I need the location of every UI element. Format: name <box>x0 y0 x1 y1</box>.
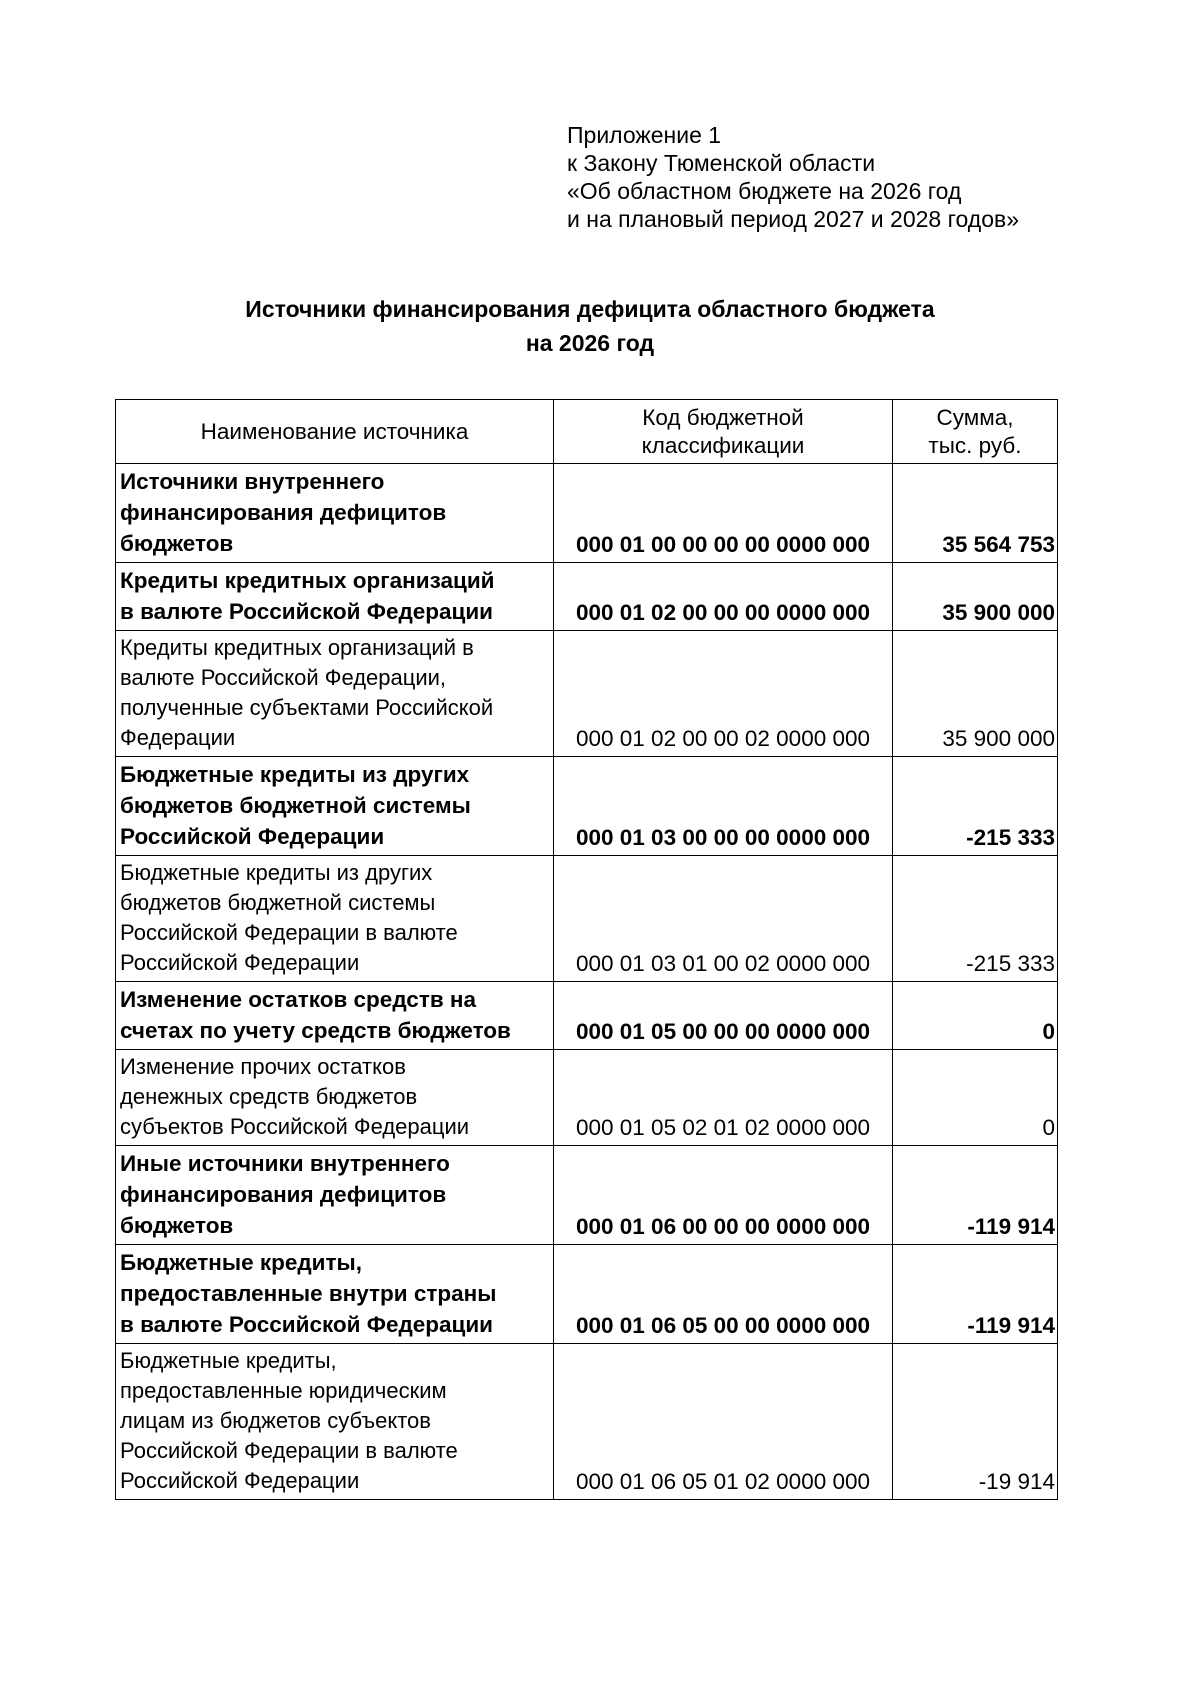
budget-code-cell: 000 01 00 00 00 00 0000 000 <box>554 464 893 563</box>
appendix-line: Приложение 1 <box>567 122 722 148</box>
source-name-line: финансирования дефицитов <box>120 500 447 525</box>
source-name-line: Российской Федерации <box>120 824 385 849</box>
source-name-cell <box>116 631 554 757</box>
source-name-line: Бюджетные кредиты из других <box>120 762 470 787</box>
source-name-line: Кредиты кредитных организаций в <box>120 635 474 660</box>
source-name-line: Изменение прочих остатков <box>120 1054 406 1079</box>
header-code: Код бюджетной классификации <box>554 400 893 464</box>
source-name-line: Источники внутреннего <box>120 469 385 494</box>
amount-cell: 0 <box>893 982 1058 1050</box>
source-name-line: предоставленные юридическим <box>120 1378 447 1403</box>
source-name-line: лицам из бюджетов субъектов <box>120 1408 431 1433</box>
budget-code-cell: 000 01 06 05 00 00 0000 000 <box>554 1245 893 1344</box>
amount-cell: 0 <box>893 1050 1058 1146</box>
source-name-line: бюджетов бюджетной системы <box>120 793 471 818</box>
source-name-line: в валюте Российской Федерации <box>120 599 494 624</box>
amount-cell: -215 333 <box>893 757 1058 856</box>
amount-cell: 35 900 000 <box>893 631 1058 757</box>
amount-cell: -19 914 <box>893 1344 1058 1500</box>
amount-cell: -119 914 <box>893 1245 1058 1344</box>
table-row <box>116 1146 1058 1245</box>
source-name-line: Бюджетные кредиты, <box>120 1250 362 1275</box>
table-row <box>116 757 1058 856</box>
source-name-line: Российской Федерации в валюте <box>120 1438 458 1463</box>
budget-code-cell: 000 01 05 00 00 00 0000 000 <box>554 982 893 1050</box>
source-name-cell <box>116 1344 554 1500</box>
title-line: на 2026 год <box>525 330 655 356</box>
appendix-line: «Об областном бюджете на 2026 год <box>567 178 962 204</box>
source-name-cell <box>116 464 554 563</box>
source-name-cell <box>116 1146 554 1245</box>
source-name-cell <box>116 563 554 631</box>
budget-code-cell: 000 01 03 01 00 02 0000 000 <box>554 856 893 982</box>
amount-cell: 35 564 753 <box>893 464 1058 563</box>
document-title <box>0 292 1180 360</box>
source-name-cell <box>116 982 554 1050</box>
table-row <box>116 631 1058 757</box>
budget-code-cell: 000 01 03 00 00 00 0000 000 <box>554 757 893 856</box>
source-name-line: денежных средств бюджетов <box>120 1084 418 1109</box>
source-name-line: Изменение остатков средств на <box>120 987 477 1012</box>
budget-code-cell: 000 01 05 02 01 02 0000 000 <box>554 1050 893 1146</box>
source-name-line: Бюджетные кредиты из других <box>120 860 433 885</box>
table-row <box>116 982 1058 1050</box>
budget-code-cell: 000 01 02 00 00 02 0000 000 <box>554 631 893 757</box>
amount-cell: -119 914 <box>893 1146 1058 1245</box>
source-name-line: Федерации <box>120 725 236 750</box>
source-name-line: Российской Федерации <box>120 1468 360 1493</box>
table-row <box>116 1050 1058 1146</box>
source-name-line: валюте Российской Федерации, <box>120 665 447 690</box>
budget-code-cell: 000 01 06 00 00 00 0000 000 <box>554 1146 893 1245</box>
title-line: Источники финансирования дефицита областного бюджета <box>245 296 935 322</box>
appendix-line: и на плановый период 2027 и 2028 годов» <box>567 206 1019 232</box>
source-name-line: Российской Федерации в валюте <box>120 920 458 945</box>
amount-cell: -215 333 <box>893 856 1058 982</box>
source-name-cell <box>116 1050 554 1146</box>
appendix-line: к Закону Тюменской области <box>567 150 876 176</box>
source-name-line: полученные субъектами Российской <box>120 695 494 720</box>
table-row <box>116 1245 1058 1344</box>
appendix-header <box>567 121 1019 233</box>
source-name-line: Кредиты кредитных организаций <box>120 568 495 593</box>
source-name-line: финансирования дефицитов <box>120 1182 447 1207</box>
source-name-line: предоставленные внутри страны <box>120 1281 497 1306</box>
table-row <box>116 1344 1058 1500</box>
source-name-cell <box>116 1245 554 1344</box>
header-name: Наименование источника <box>116 400 554 464</box>
budget-code-cell: 000 01 02 00 00 00 0000 000 <box>554 563 893 631</box>
table-header-row <box>116 400 1058 464</box>
source-name-line: Российской Федерации <box>120 950 360 975</box>
header-sum: Сумма, тыс. руб. <box>893 400 1058 464</box>
source-name-line: бюджетов <box>120 531 234 556</box>
source-name-line: счетах по учету средств бюджетов <box>120 1018 511 1043</box>
table-row <box>116 563 1058 631</box>
budget-code-cell: 000 01 06 05 01 02 0000 000 <box>554 1344 893 1500</box>
table-row <box>116 464 1058 563</box>
financing-sources-table <box>115 399 1058 1500</box>
source-name-line: субъектов Российской Федерации <box>120 1114 470 1139</box>
source-name-cell <box>116 757 554 856</box>
source-name-line: Иные источники внутреннего <box>120 1151 450 1176</box>
source-name-line: бюджетов <box>120 1213 234 1238</box>
amount-cell: 35 900 000 <box>893 563 1058 631</box>
table-body <box>116 464 1058 1500</box>
source-name-line: Бюджетные кредиты, <box>120 1348 337 1373</box>
source-name-cell <box>116 856 554 982</box>
source-name-line: бюджетов бюджетной системы <box>120 890 436 915</box>
table-row <box>116 856 1058 982</box>
source-name-line: в валюте Российской Федерации <box>120 1312 494 1337</box>
